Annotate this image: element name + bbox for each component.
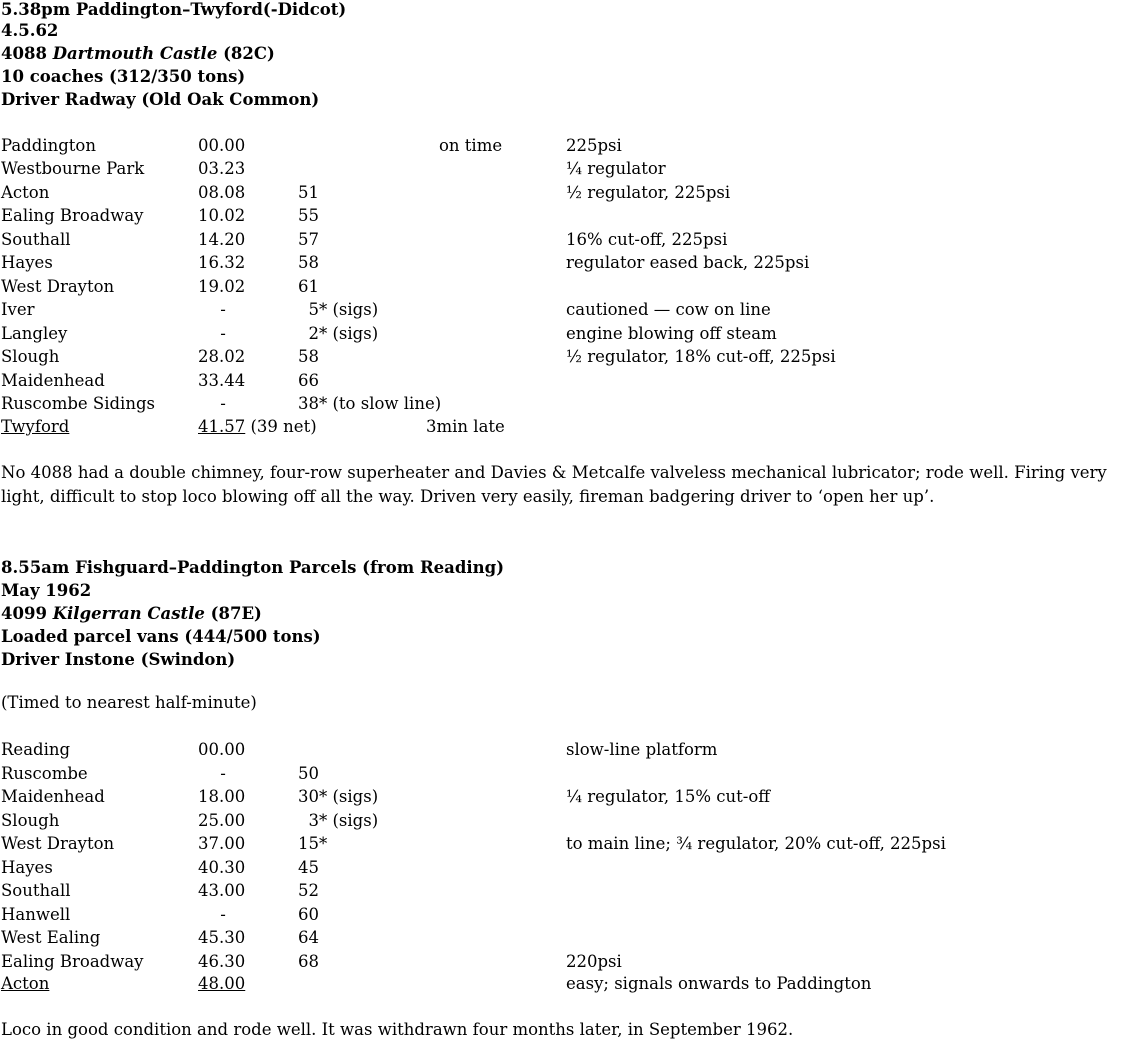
run1-loco-shed: (82C) <box>223 44 275 63</box>
remarks-cell: regulator eased back, 225psi <box>566 253 810 273</box>
speed-cell: 38* (to slow line) <box>298 393 442 413</box>
speed-cell: 5* (sigs) <box>298 300 379 320</box>
status-cell: on time <box>439 136 503 155</box>
speed-cell: 45 <box>298 857 319 877</box>
station-cell: Slough <box>1 810 60 830</box>
speed-cell: 15* <box>298 834 328 853</box>
time-cell: 40.30 <box>198 857 246 877</box>
station-cell: Paddington <box>1 136 96 155</box>
station-cell: Maidenhead <box>1 370 105 390</box>
station-cell: Southall <box>1 229 71 249</box>
run1-load: 10 coaches (312/350 tons) <box>1 67 246 86</box>
speed-cell: 58 <box>298 347 319 367</box>
run1-note: No 4088 had a double chimney, four-row superheater and Davies & Metcalfe valveless mechanical lubricator; rode well. Firing very light, difficult to stop loco blowing off all the way. Driven very easily, fireman badgering driver to ‘open her up’. <box>1 463 1107 506</box>
time-cell: 18.00 <box>198 787 246 806</box>
run2-loco-number: 4099 <box>1 604 47 623</box>
run2-date: May 1962 <box>1 581 92 600</box>
run2-title: 8.55am Fishguard–Paddington Parcels (from Reading) <box>1 558 505 577</box>
speed-cell: 61 <box>298 276 319 296</box>
time-cell: 19.02 <box>198 276 246 296</box>
time-cell: 46.30 <box>198 951 246 971</box>
time-cell: 00.00 <box>198 740 246 759</box>
time-cell: 08.08 <box>198 182 246 202</box>
speed-cell: 60 <box>298 904 319 924</box>
time-cell: 33.44 <box>198 370 246 390</box>
station-cell: Acton <box>1 182 50 202</box>
time-cell: 16.32 <box>198 253 246 273</box>
station-cell: Hayes <box>1 253 53 273</box>
time-cell: 37.00 <box>198 834 246 853</box>
run2-final-remarks: easy; signals onwards to Paddington <box>566 974 872 993</box>
time-cell: 45.30 <box>198 928 246 947</box>
remarks-cell: ¼ regulator <box>566 159 666 179</box>
speed-cell: 68 <box>298 951 319 971</box>
time-cell: - <box>220 904 226 924</box>
station-cell: West Ealing <box>1 928 101 947</box>
remarks-cell: cautioned — cow on line <box>566 300 771 320</box>
station-cell: Hanwell <box>1 904 71 924</box>
run2-loco-name: Kilgerran Castle <box>52 604 205 623</box>
run1-loco-number: 4088 <box>1 44 47 63</box>
time-cell: 03.23 <box>198 159 246 179</box>
run2-driver: Driver Instone (Swindon) <box>1 650 236 669</box>
time-cell: 43.00 <box>198 881 246 900</box>
station-cell: Westbourne Park <box>1 159 145 179</box>
speed-cell: 2* (sigs) <box>298 323 379 343</box>
station-cell: Iver <box>1 300 35 320</box>
remarks-cell: 220psi <box>566 951 622 971</box>
station-cell: Ruscombe <box>1 763 88 783</box>
remarks-cell: slow-line platform <box>566 740 718 759</box>
time-cell: 10.02 <box>198 206 246 226</box>
remarks-cell: ¼ regulator, 15% cut-off <box>566 787 770 806</box>
station-cell: Langley <box>1 323 68 343</box>
time-cell: - <box>220 300 226 320</box>
run2-loco-shed: (87E) <box>210 604 262 623</box>
run1-date: 4.5.62 <box>1 21 59 40</box>
run1-driver: Driver Radway (Old Oak Common) <box>1 90 320 109</box>
run1-final-net: (39 net) <box>250 417 317 436</box>
station-cell: West Drayton <box>1 834 115 853</box>
time-cell: 25.00 <box>198 810 246 830</box>
station-cell: Ealing Broadway <box>1 951 144 971</box>
run1-loco-name: Dartmouth Castle <box>52 44 218 63</box>
station-cell: Hayes <box>1 857 53 877</box>
run2-final-time: 48.00 <box>198 974 246 993</box>
run1-locomotive <box>1 42 275 65</box>
time-cell: - <box>220 323 226 343</box>
run1-final-time: 41.57 <box>198 417 246 436</box>
run2-timing-note: (Timed to nearest half-minute) <box>1 693 257 712</box>
speed-cell: 30* (sigs) <box>298 787 379 806</box>
remarks-cell: ½ regulator, 18% cut-off, 225psi <box>566 347 836 367</box>
run2-locomotive <box>1 602 262 625</box>
speed-cell: 52 <box>298 881 319 900</box>
speed-cell: 3* (sigs) <box>298 810 379 830</box>
time-cell: 00.00 <box>198 136 246 155</box>
remarks-cell: 16% cut-off, 225psi <box>566 229 728 249</box>
run1-final-station: Twyford <box>1 417 70 436</box>
station-cell: Reading <box>1 740 71 759</box>
speed-cell: 66 <box>298 370 319 390</box>
run1-final-time-cell <box>198 415 317 438</box>
time-cell: - <box>220 763 226 783</box>
run2-final-station: Acton <box>1 974 50 993</box>
remarks-cell: engine blowing off steam <box>566 323 777 343</box>
time-cell: 14.20 <box>198 229 246 249</box>
remarks-cell: ½ regulator, 225psi <box>566 182 731 202</box>
speed-cell: 50 <box>298 763 319 783</box>
station-cell: Slough <box>1 347 60 367</box>
speed-cell: 57 <box>298 229 319 249</box>
run1-title: 5.38pm Paddington–Twyford(-Didcot) <box>1 0 347 19</box>
run2-load: Loaded parcel vans (444/500 tons) <box>1 627 321 646</box>
run2-note: Loco in good condition and rode well. It was withdrawn four months later, in September 1962. <box>1 1020 794 1039</box>
station-cell: Ruscombe Sidings <box>1 393 155 413</box>
speed-cell: 58 <box>298 253 319 273</box>
station-cell: Maidenhead <box>1 787 105 806</box>
station-cell: Southall <box>1 881 71 900</box>
time-cell: 28.02 <box>198 347 246 367</box>
remarks-cell: to main line; ¾ regulator, 20% cut-off, 225psi <box>566 834 946 853</box>
speed-cell: 55 <box>298 206 319 226</box>
speed-cell: 64 <box>298 928 319 947</box>
station-cell: West Drayton <box>1 276 115 296</box>
speed-cell: 51 <box>298 182 319 202</box>
run1-final-status: 3min late <box>426 417 505 436</box>
time-cell: - <box>220 393 226 413</box>
remarks-cell: 225psi <box>566 136 622 155</box>
station-cell: Ealing Broadway <box>1 206 144 226</box>
